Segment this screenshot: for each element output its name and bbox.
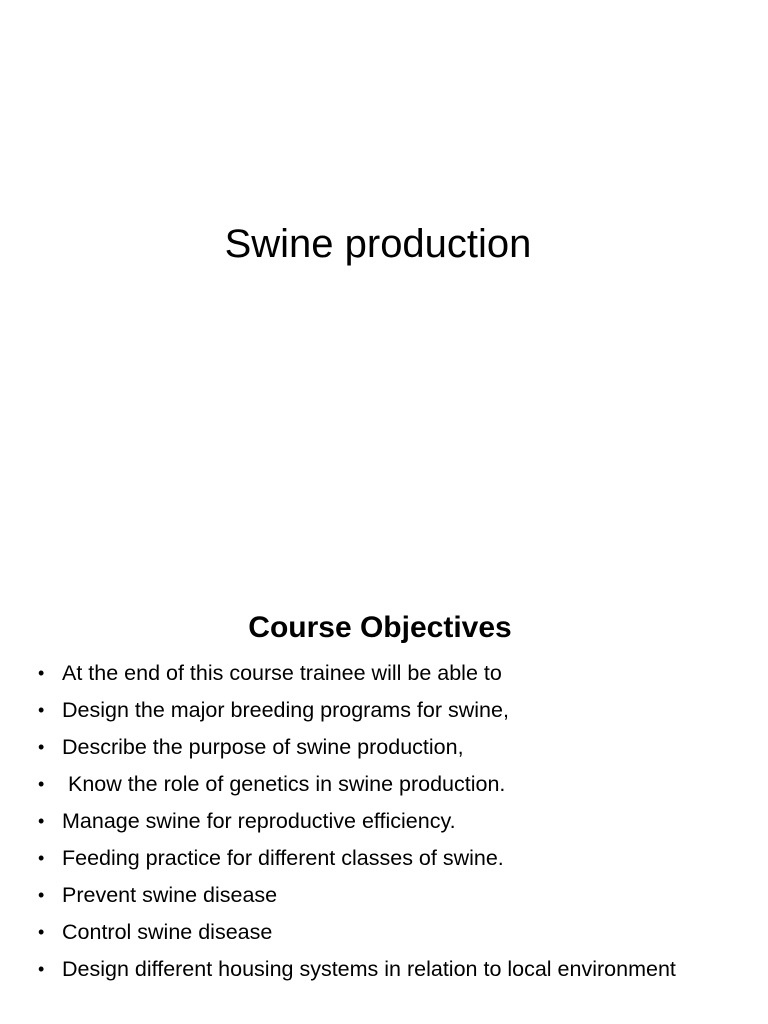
- objective-item: [38, 880, 738, 911]
- objective-item: [38, 732, 738, 763]
- bullet-icon: •: [38, 922, 45, 942]
- objective-text: Describe the purpose of swine production,: [62, 735, 464, 759]
- objective-item: [38, 917, 738, 948]
- objective-text: Design different housing systems in relation to local environment: [62, 957, 676, 981]
- objective-text: Manage swine for reproductive efficiency.: [62, 809, 456, 833]
- objectives-list: [38, 658, 738, 991]
- objective-item: [38, 695, 738, 726]
- objective-text: Prevent swine disease: [62, 883, 278, 907]
- objective-item: [38, 806, 738, 837]
- objective-item: [38, 954, 738, 985]
- objective-item: [38, 843, 738, 874]
- bullet-icon: •: [38, 737, 45, 757]
- bullet-icon: •: [38, 885, 45, 905]
- bullet-icon: •: [38, 959, 45, 979]
- objectives-heading: Course Objectives: [248, 611, 512, 644]
- bullet-icon: •: [38, 848, 45, 868]
- objective-text: Feeding practice for different classes of swine.: [62, 846, 504, 870]
- bullet-icon: •: [38, 811, 45, 831]
- objective-text: Know the role of genetics in swine production.: [62, 772, 506, 796]
- slide-title: Swine production: [224, 222, 532, 266]
- objective-item: [38, 658, 738, 689]
- objective-text: At the end of this course trainee will be able to: [62, 661, 502, 685]
- bullet-icon: •: [38, 700, 45, 720]
- objective-text: Design the major breeding programs for swine,: [62, 698, 509, 722]
- objective-text: Control swine disease: [62, 920, 273, 944]
- objective-item: [38, 769, 738, 800]
- bullet-icon: •: [38, 774, 45, 794]
- bullet-icon: •: [38, 663, 45, 683]
